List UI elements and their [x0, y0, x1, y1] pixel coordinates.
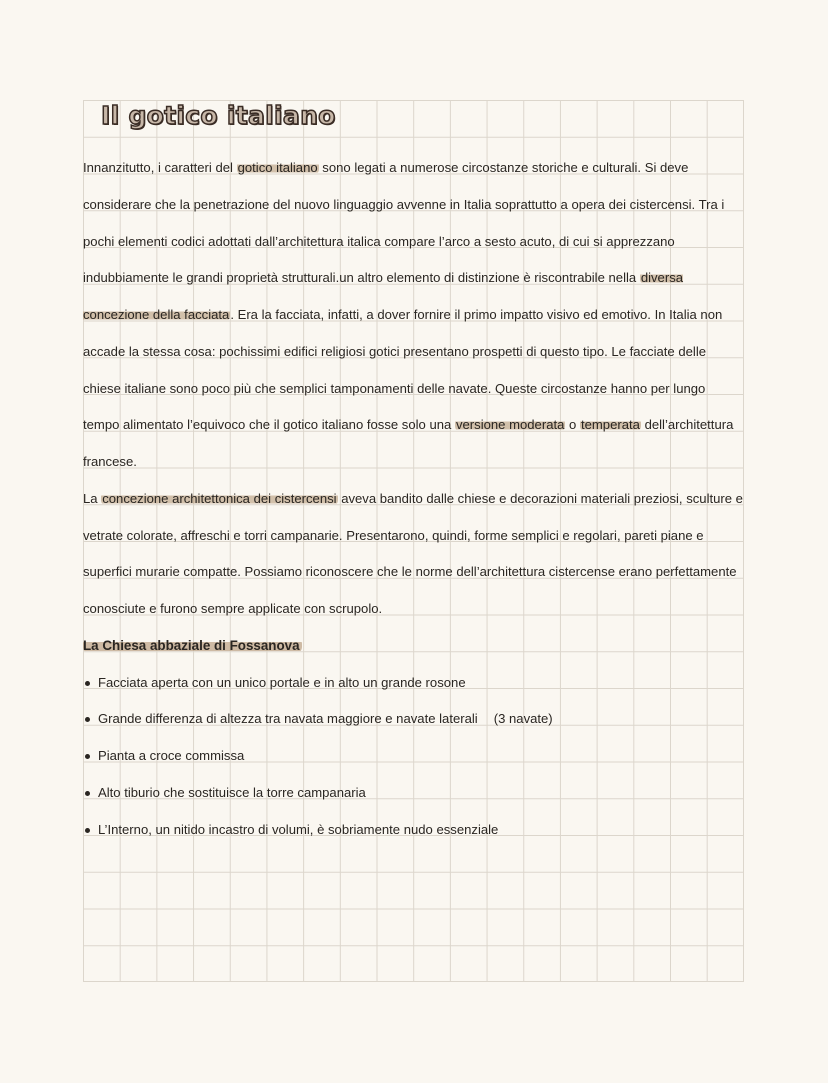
list-item-text: Alto tiburio che sostituisce la torre campanaria: [98, 784, 366, 800]
list-item: [83, 701, 744, 738]
list-item: [83, 775, 744, 812]
page-title: Il gotico italiano: [101, 101, 336, 130]
highlight-concezione-facciata: diversa concezione della facciata: [83, 270, 684, 322]
list-item-note: (3 navate): [493, 711, 553, 727]
section-title-text: La Chiesa abbaziale di Fossanova: [83, 637, 300, 653]
list-item: [83, 812, 744, 849]
text-span: o: [565, 417, 580, 433]
text-span: . Era la facciata, infatti, a dover fornire il primo impatto visivo ed emotivo. In Italia non accade la stessa cosa: pochissimi edifici religiosi gotici presentano prospetti di questo tipo. Le facciate delle chiese italiane sono poco più che semplici tamponamenti delle navate. Queste circostanze hanno per lungo tempo alimentato l’equivoco che il gotico italiano fosse solo una: [83, 307, 723, 433]
text-span: dell’architettura francese.: [83, 417, 734, 469]
list-item-text: L’Interno, un nitido incastro di volumi, è sobriamente nudo essenziale: [98, 821, 499, 837]
list-item: [83, 738, 744, 775]
paragraph-intro: [83, 150, 744, 481]
paragraph-cistercensi: [83, 481, 744, 628]
highlight-versione-moderata: versione moderata: [455, 417, 565, 433]
text-span: La: [83, 490, 102, 506]
highlight-concezione-cistercensi: concezione architettonica dei cistercensi: [102, 490, 337, 506]
document-body: [83, 150, 744, 848]
text-span: Innanzitutto, i caratteri del: [83, 160, 237, 175]
list-item-text: Facciata aperta con un unico portale e in alto un grande rosone: [98, 674, 466, 690]
section-title: [83, 628, 744, 665]
highlight-gotico-italiano: gotico italiano: [237, 160, 318, 175]
highlight-temperata: temperata: [580, 417, 640, 433]
list-item-text: Grande differenza di altezza tra navata maggiore e navate laterali: [98, 711, 478, 727]
list-item: [83, 665, 744, 702]
text-span: sono legati a numerose circostanze storiche e culturali. Si deve considerare che la penetrazione del nuovo linguaggio avvenne in Italia soprattutto a opera dei cistercensi. Tra i pochi elementi codici adottati dall’architettura italica compare l’arco a sesto acuto, di cui si apprezzano indubbiamente le grandi proprietà strutturali.un altro elemento di distinzione è riscontrabile nella: [83, 160, 725, 286]
bullet-list: [83, 665, 744, 849]
text-span: aveva bandito dalle chiese e decorazioni materiali preziosi, sculture e vetrate colorate, affreschi e torri campanarie. Presentarono, quindi, forme semplici e regolari, pareti piane e superfici murarie compatte. Possiamo riconoscere che le norme dell’architettura cistercense erano perfettamente conosciute e furono sempre applicate con scrupolo.: [83, 490, 743, 616]
list-item-text: Pianta a croce commissa: [98, 748, 245, 763]
